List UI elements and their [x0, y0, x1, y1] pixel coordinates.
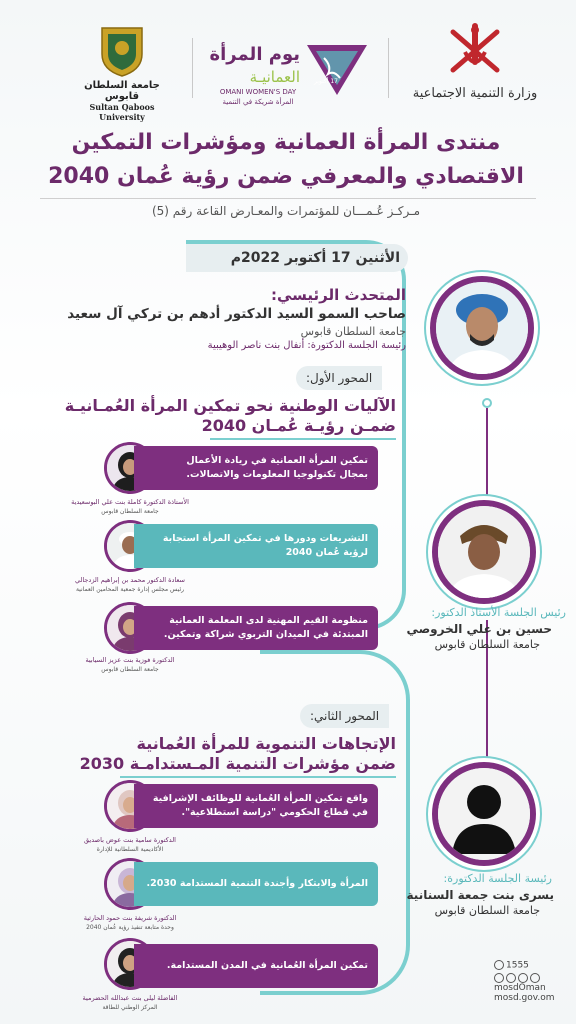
- chair2-name: يسرى بنت جمعة السنانية: [406, 888, 554, 902]
- header-divider: [388, 38, 389, 98]
- topic-line: واقع تمكين المرأة العُمانية للوظائف الإشرافية: [152, 793, 368, 804]
- presenter-name: الدكتورة سامية بنت عوض باصديق: [84, 836, 176, 844]
- presenter-name: سعادة الدكتور محمد بن إبراهيم الزدجالي: [75, 576, 185, 584]
- topic-card: [134, 784, 378, 828]
- presenter-name: الدكتورة فوزية بنت عزيز السيابية: [85, 656, 175, 664]
- timeline-dot: [482, 398, 492, 408]
- website-link[interactable]: mosd.gov.om: [494, 993, 555, 1003]
- axis1-heading: الآليات الوطنية نحو تمكين المرأة العُمـانيـة: [64, 396, 396, 415]
- social-handle: mosdOman: [494, 983, 546, 993]
- keynote-name: صاحب السمو السيد الدكتور أدهم بن تركي آل سعيد: [67, 306, 406, 322]
- womens-day-date: 17 أكتوبر: [314, 78, 338, 85]
- topic-line: المرأة والابتكار وأجندة التنمية المستدامة 2030.: [146, 878, 368, 889]
- chair2-label: رئيسة الجلسة الدكتورة:: [443, 872, 552, 885]
- womens-day-logo: [210, 30, 380, 120]
- topic-card: [134, 446, 378, 490]
- person-silhouette-icon: [438, 768, 530, 860]
- topic-card: [134, 862, 378, 906]
- womens-day-slogan: المرأة شريكة في التنمية: [222, 98, 294, 106]
- university-logo: [72, 24, 172, 122]
- chair2-affiliation: جامعة السلطان قابوس: [434, 904, 540, 917]
- chair1-name: حسين بن علي الخروصي: [406, 622, 552, 636]
- keynote-chair: رئيسة الجلسة الدكتورة: أنفال بنت ناصر الوهيبية: [207, 340, 406, 351]
- presenter-affiliation: رئيس مجلس إدارة جمعية المحامين العمانية: [75, 586, 185, 593]
- topic-line: التشريعات ودورها في تمكين المرأة استجابة: [162, 533, 368, 544]
- footer-contacts: [494, 960, 564, 1003]
- keynote-speaker-photo: [430, 276, 534, 380]
- keynote-affiliation: جامعة السلطان قابوس: [300, 325, 406, 338]
- ministry-name: وزارة التنمية الاجتماعية: [412, 86, 538, 101]
- topic-line: تمكين المرأة العمانية في ريادة الأعمال: [186, 455, 368, 466]
- presenter-affiliation: المركز الوطني للطاقة: [102, 1004, 158, 1011]
- university-name-en: Sultan Qaboos University: [89, 102, 155, 122]
- topic-line: في قطاع الحكومي "دراسة استطلاعية".: [181, 807, 368, 818]
- youtube-icon[interactable]: [530, 973, 540, 983]
- phone-row: [494, 960, 564, 971]
- axis1-heading-line2: ضمـن رؤيـة عُمـان 2040: [201, 416, 396, 435]
- womens-day-subtitle: العمانيـة: [249, 68, 300, 86]
- presenter-affiliation: الأكاديمية السلطانية للإدارة: [96, 846, 164, 853]
- presenter-name: الفاضلة ليلى بنت عبدالله الحضرمية: [82, 994, 178, 1002]
- oman-emblem-icon: [445, 22, 505, 80]
- topic-card: [134, 944, 378, 988]
- header-divider: [192, 38, 193, 98]
- axis2-label: المحور الثاني:: [300, 704, 389, 728]
- presenter-name: الأستاذة الدكتورة كاملة بنت علي البوسعيدية: [71, 498, 189, 506]
- presenter-name: الدكتورة شريفة بنت حمود الحارثية: [83, 914, 177, 922]
- chair1-label: رئيس الجلسة الأستاذ الدكتور:: [431, 606, 566, 619]
- person-icon: [436, 282, 528, 374]
- topic-card: [134, 606, 378, 650]
- chair2-photo: [432, 762, 536, 866]
- topic-line: منظومة القيم المهنية لدى المعلمة العمانية: [169, 615, 368, 626]
- social-icons: [494, 973, 564, 984]
- chair1-photo: [432, 500, 536, 604]
- presenter-affiliation: وحدة متابعة تنفيذ رؤية عُمان 2040: [86, 924, 174, 931]
- page-title: منتدى المرأة العمانية ومؤشرات التمكين: [71, 130, 501, 155]
- keynote-heading: المتحدث الرئيسي:: [270, 286, 406, 304]
- twitter-icon[interactable]: [494, 973, 504, 983]
- topic-line: بمجال تكنولوجيا المعلومات والاتصالات.: [186, 469, 368, 480]
- topic-line: لرؤية عُمان 2040: [285, 547, 368, 558]
- timeline-line: [486, 408, 488, 504]
- axis2-underline: [120, 776, 396, 778]
- axis2-heading: الإتجاهات التنموية للمرأة العُمانية: [136, 734, 396, 753]
- title-divider: [40, 198, 536, 199]
- presenter-affiliation: جامعة السلطان قابوس: [101, 508, 159, 515]
- instagram-icon[interactable]: [506, 973, 516, 983]
- topic-line: تمكين المرأة العُمانية في المدن المستدامة.: [166, 960, 368, 971]
- womens-day-en: OMANI WOMEN'S DAY: [219, 88, 297, 96]
- axis1-label: المحور الأول:: [296, 366, 382, 390]
- presenter-affiliation: جامعة السلطان قابوس: [101, 666, 159, 673]
- event-date: الأثنين 17 أكتوبر 2022م: [230, 250, 400, 266]
- person-icon: [438, 506, 530, 598]
- womens-day-title: يوم المرأة: [209, 44, 300, 65]
- phone-number: 1555: [506, 960, 529, 971]
- axis1-underline: [210, 438, 396, 440]
- ministry-logo: [400, 22, 550, 112]
- venue-text: مـركـز عُـمـــان للمؤتمرات والمعـارض القاعة رقم (5): [151, 204, 421, 218]
- axis2-heading-line2: ضمن مؤشرات التنمية المـستدامـة 2030: [79, 754, 396, 773]
- gem-icon: [302, 40, 372, 100]
- page-title-line2: الاقتصادي والمعرفي ضمن رؤية عُمان 2040: [48, 164, 524, 189]
- topic-line: المبتدئة في الميدان التربوي شراكة وتمكين.: [163, 629, 368, 640]
- university-name-ar: جامعة السلطان قابوس: [84, 80, 160, 102]
- facebook-icon[interactable]: [518, 973, 528, 983]
- topic-card: [134, 524, 378, 568]
- phone-icon: [494, 960, 504, 970]
- university-crest-icon: [99, 24, 145, 78]
- chair1-affiliation: جامعة السلطان قابوس: [434, 638, 540, 651]
